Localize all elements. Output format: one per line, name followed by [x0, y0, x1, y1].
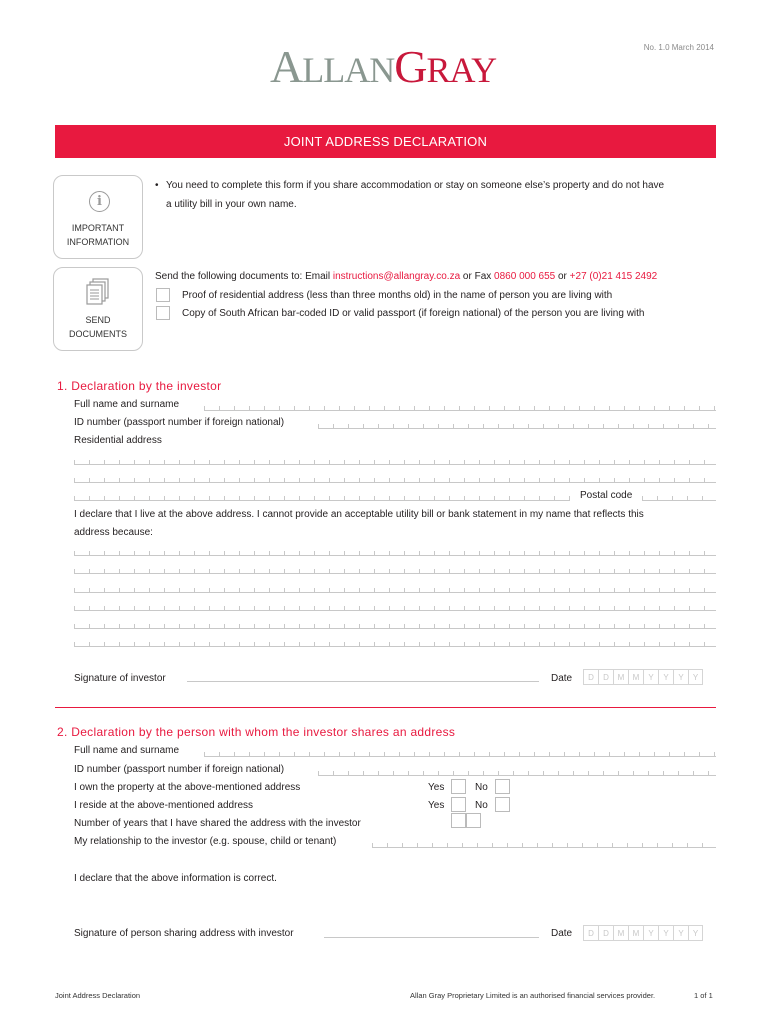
- section1-title: 1. Declaration by the investor: [57, 379, 222, 393]
- date-cell: D: [583, 925, 598, 941]
- date-cell: D: [598, 669, 613, 685]
- fax-number: 0860 000 655: [494, 271, 556, 282]
- date-cell: Y: [658, 925, 673, 941]
- own-property-no-label: No: [475, 782, 488, 793]
- own-property-yes-checkbox[interactable]: [451, 779, 466, 794]
- id-copy-label: Copy of South African bar-coded ID or valid passport (if foreign national) of the person you are living with: [182, 308, 645, 319]
- reside-yes-checkbox[interactable]: [451, 797, 466, 812]
- info-bullet: •: [155, 180, 159, 191]
- sharer-date-label: Date: [551, 928, 573, 939]
- date-cell: Y: [643, 669, 658, 685]
- years-shared-digit1[interactable]: [451, 813, 466, 828]
- sharer-signature-label: Signature of person sharing address with investor: [74, 928, 294, 939]
- reason-line6[interactable]: [74, 638, 716, 647]
- date-cell: Y: [673, 925, 688, 941]
- important-information-panel: [53, 175, 143, 259]
- section-divider: [55, 707, 716, 708]
- residential-address-line1[interactable]: [74, 456, 716, 465]
- date-cell: M: [628, 925, 643, 941]
- relationship-field[interactable]: [372, 839, 716, 848]
- sharer-id-field[interactable]: [318, 767, 716, 776]
- reason-line5[interactable]: [74, 620, 716, 629]
- relationship-label: My relationship to the investor (e.g. spouse, child or tenant): [74, 836, 337, 847]
- reason-line4[interactable]: [74, 602, 716, 611]
- send-label-1: SEND: [85, 315, 111, 325]
- own-property-label: I own the property at the above-mentioned address: [74, 782, 301, 793]
- form-version: No. 1.0 March 2014: [643, 43, 714, 52]
- postal-code-field[interactable]: [642, 492, 716, 501]
- declaration-text-line1: I declare that I live at the above address. I cannot provide an acceptable utility bill or bank statement in my name that reflects this: [74, 509, 644, 520]
- important-label-2: INFORMATION: [66, 237, 130, 247]
- investor-date-label: Date: [551, 673, 573, 684]
- reside-no-checkbox[interactable]: [495, 797, 510, 812]
- residential-address-line3[interactable]: [74, 492, 570, 501]
- date-cell: Y: [643, 925, 658, 941]
- investor-full-name-label: Full name and surname: [74, 399, 180, 410]
- reside-label: I reside at the above-mentioned address: [74, 800, 253, 811]
- sharer-signature-field[interactable]: [324, 937, 539, 938]
- investor-full-name-field[interactable]: [204, 402, 716, 411]
- important-label-1: IMPORTANT: [71, 223, 125, 233]
- send-instructions: Send the following documents to: Email instructions@allangray.co.za or Fax 0860 000 655 or +27 (0)21 415 2492: [155, 271, 658, 282]
- residential-address-label: Residential address: [74, 435, 162, 446]
- reside-yes-label: Yes: [428, 800, 445, 811]
- investor-id-label: ID number (passport number if foreign national): [74, 417, 285, 428]
- info-icon: i: [89, 191, 110, 212]
- declaration-text-line2: address because:: [74, 527, 153, 538]
- phone-number: +27 (0)21 415 2492: [569, 271, 658, 282]
- reason-line2[interactable]: [74, 565, 716, 574]
- sharer-declaration-text: I declare that the above information is correct.: [74, 873, 277, 884]
- investor-id-field[interactable]: [318, 420, 716, 429]
- date-cell: Y: [673, 669, 688, 685]
- logo-allan-initial: A: [270, 41, 303, 92]
- own-property-no-checkbox[interactable]: [495, 779, 510, 794]
- investor-signature-field[interactable]: [187, 681, 539, 682]
- logo-gray-initial: G: [394, 41, 427, 92]
- proof-of-address-label: Proof of residential address (less than three months old) in the name of person you are living with: [182, 290, 613, 301]
- send-documents-panel: [53, 267, 143, 351]
- footer-form-name: Joint Address Declaration: [55, 991, 141, 1000]
- years-shared-label: Number of years that I have shared the address with the investor: [74, 818, 361, 829]
- years-shared-digit2[interactable]: [466, 813, 481, 828]
- section2-title: 2. Declaration by the person with whom the investor shares an address: [57, 725, 456, 739]
- reason-line1[interactable]: [74, 547, 716, 556]
- date-cell: Y: [658, 669, 673, 685]
- postal-code-label: Postal code: [580, 490, 633, 501]
- sharer-full-name-field[interactable]: [204, 748, 716, 757]
- proof-of-address-checkbox[interactable]: [156, 288, 170, 302]
- footer-page-number: 1 of 1: [694, 991, 713, 1000]
- logo-gray-rest: RAY: [426, 50, 497, 90]
- id-copy-checkbox[interactable]: [156, 306, 170, 320]
- info-text-line1: You need to complete this form if you share accommodation or stay on someone else’s property and do not have: [166, 180, 665, 191]
- sharer-date-field[interactable]: [583, 925, 703, 941]
- documents-icon: [86, 278, 110, 308]
- date-cell: M: [613, 925, 628, 941]
- logo-allan-rest: LLAN: [302, 50, 395, 90]
- investor-date-field[interactable]: [583, 669, 703, 685]
- allan-gray-logo: [270, 40, 500, 92]
- date-cell: M: [613, 669, 628, 685]
- date-cell: M: [628, 669, 643, 685]
- residential-address-line2[interactable]: [74, 474, 716, 483]
- page-title: JOINT ADDRESS DECLARATION: [55, 125, 716, 158]
- date-cell: D: [583, 669, 598, 685]
- investor-signature-label: Signature of investor: [74, 673, 166, 684]
- reside-no-label: No: [475, 800, 488, 811]
- date-cell: Y: [688, 669, 703, 685]
- date-cell: D: [598, 925, 613, 941]
- email-link[interactable]: instructions@allangray.co.za: [332, 271, 461, 282]
- own-property-yes-label: Yes: [428, 782, 445, 793]
- send-label-2: DOCUMENTS: [69, 329, 127, 339]
- reason-line3[interactable]: [74, 584, 716, 593]
- footer-disclaimer: Allan Gray Proprietary Limited is an authorised financial services provider.: [410, 991, 656, 1000]
- info-text-line2: a utility bill in your own name.: [166, 199, 297, 210]
- sharer-id-label: ID number (passport number if foreign national): [74, 764, 285, 775]
- date-cell: Y: [688, 925, 703, 941]
- sharer-full-name-label: Full name and surname: [74, 745, 180, 756]
